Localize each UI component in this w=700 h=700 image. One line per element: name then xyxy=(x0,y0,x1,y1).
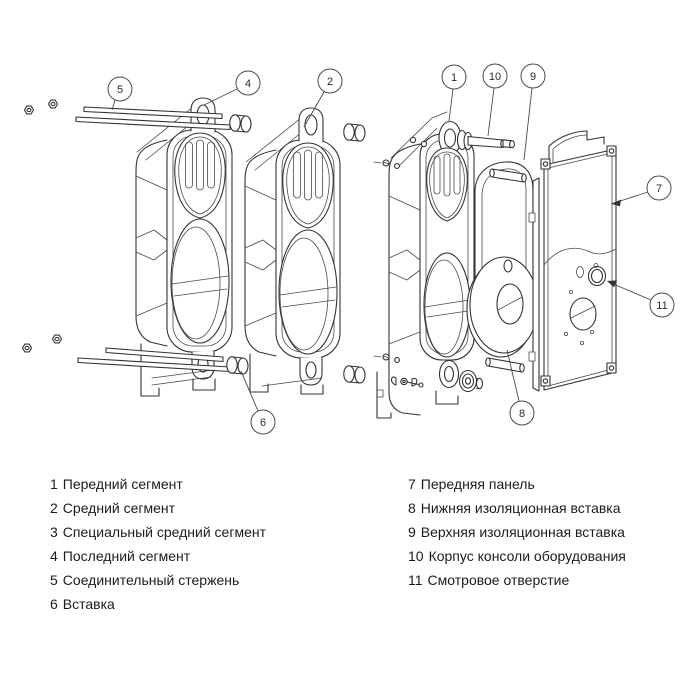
callout-9 xyxy=(521,64,545,160)
legend-label: Нижняя изоляционная вставка xyxy=(420,500,621,516)
legend-right-column xyxy=(408,472,626,592)
legend-item-5 xyxy=(50,568,266,592)
front-panel xyxy=(529,131,616,391)
svg-text:10: 10 xyxy=(488,71,502,83)
tie-rod-nuts xyxy=(23,100,62,352)
legend-label: Последний сегмент xyxy=(62,548,191,564)
legend-item-11 xyxy=(408,568,626,592)
svg-text:7: 7 xyxy=(655,183,663,195)
legend-label: Средний сегмент xyxy=(62,500,176,516)
callout-7 xyxy=(611,176,671,206)
legend-item-7 xyxy=(408,472,626,496)
legend-num: 6 xyxy=(50,596,58,612)
legend-item-9 xyxy=(408,520,626,544)
legend-num: 11 xyxy=(408,572,423,588)
legend-label: Соединительный стержень xyxy=(62,572,240,588)
callout-6 xyxy=(241,371,275,434)
flange-fitting xyxy=(460,371,483,392)
svg-text:9: 9 xyxy=(529,71,537,83)
legend-label: Специальный средний сегмент xyxy=(62,524,267,540)
legend-label: Корпус консоли оборудования xyxy=(428,548,626,564)
svg-text:4: 4 xyxy=(244,78,252,90)
legend-item-3 xyxy=(50,520,266,544)
callout-10 xyxy=(483,64,507,136)
callout-4 xyxy=(204,71,260,105)
svg-text:11: 11 xyxy=(656,300,668,312)
legend-label: Верхняя изоляционная вставка xyxy=(420,524,625,540)
insert-top-right xyxy=(344,124,365,141)
front-segment xyxy=(374,112,483,418)
insert-bottom-left xyxy=(227,357,248,374)
legend-num: 8 xyxy=(408,500,416,516)
legend-num: 1 xyxy=(50,476,58,492)
svg-text:8: 8 xyxy=(518,408,526,420)
lower-insulation-insert xyxy=(467,257,538,357)
svg-text:5: 5 xyxy=(116,84,124,96)
legend-item-4 xyxy=(50,544,266,568)
wing-screw xyxy=(391,377,423,387)
svg-text:1: 1 xyxy=(450,72,458,84)
legend-item-2 xyxy=(50,496,266,520)
middle-segment xyxy=(245,108,340,394)
insert-top-left xyxy=(230,115,251,132)
svg-text:6: 6 xyxy=(259,417,267,429)
insert-bottom-right xyxy=(344,366,365,383)
legend-item-6 xyxy=(50,592,266,616)
legend-num: 9 xyxy=(408,524,416,540)
legend-num: 10 xyxy=(408,548,424,564)
legend-num: 2 xyxy=(50,500,58,516)
callout-11 xyxy=(607,280,674,317)
legend-item-8 xyxy=(408,496,626,520)
svg-text:2: 2 xyxy=(326,76,334,88)
legend-label: Смотровое отверстие xyxy=(427,572,570,588)
legend-label: Передний сегмент xyxy=(62,476,183,492)
legend-left-column xyxy=(50,472,266,616)
console-housing xyxy=(458,131,515,150)
legend-label: Передняя панель xyxy=(420,476,535,492)
legend-label: Вставка xyxy=(62,596,115,612)
legend-num: 4 xyxy=(50,548,58,564)
legend-num: 5 xyxy=(50,572,58,588)
callout-5 xyxy=(108,77,132,110)
legend-item-1 xyxy=(50,472,266,496)
legend-num: 3 xyxy=(50,524,58,540)
legend-num: 7 xyxy=(408,476,416,492)
side-screws xyxy=(374,137,427,362)
legend-item-10 xyxy=(408,544,626,568)
